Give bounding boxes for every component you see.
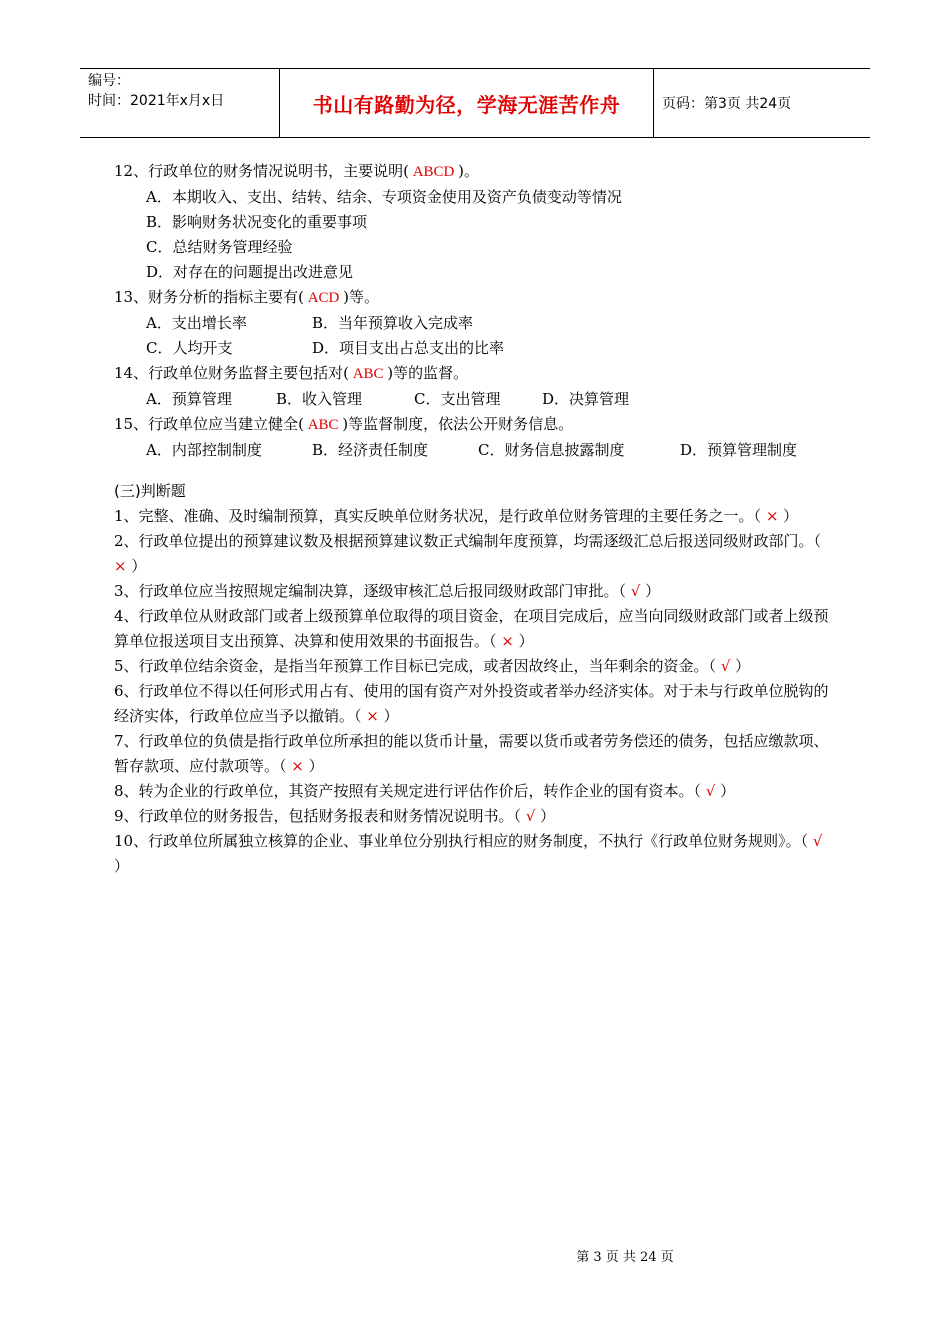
judgment-mark: × bbox=[114, 557, 127, 575]
option-row bbox=[114, 336, 838, 361]
judgment-mark: × bbox=[765, 507, 779, 525]
judgment-end: ） bbox=[778, 507, 799, 525]
judgment-end: ） bbox=[730, 657, 751, 675]
answer-text: ABCD bbox=[408, 164, 459, 180]
stem-text: )。 bbox=[458, 162, 479, 180]
stem-text: 13、财务分析的指标主要有( bbox=[114, 288, 304, 306]
question-stem bbox=[114, 412, 838, 438]
judgment-text: 9、行政单位的财务报告，包括财务报表和财务情况说明书。（ bbox=[114, 807, 526, 825]
judgment-text: 6、行政单位不得以任何形式用占有、使用的国有资产对外投资或者举办经济实体。对于未与行政单位脱钩的经济实体，行政单位应当予以撤销。（ bbox=[114, 682, 829, 725]
judgment-item bbox=[114, 654, 838, 679]
page-info: 页码：第3页 共24页 bbox=[662, 96, 792, 112]
judgment-mark: × bbox=[366, 707, 379, 725]
option-item: A．预算管理 bbox=[146, 390, 232, 408]
judgment-end: ） bbox=[640, 582, 661, 600]
judgment-mark: √ bbox=[812, 832, 823, 850]
judgment-item bbox=[114, 529, 838, 579]
judgment-end: ） bbox=[715, 782, 736, 800]
page-footer: 第 3 页 共 24 页 bbox=[576, 1250, 674, 1265]
judgment-questions bbox=[114, 504, 838, 879]
option-item: D．决算管理 bbox=[542, 390, 630, 408]
option-item: B．影响财务状况变化的重要事项 bbox=[146, 213, 368, 231]
judgment-end: ） bbox=[126, 557, 147, 575]
judgment-text: 10、行政单位所属独立核算的企业、事业单位分别执行相应的财务制度，不执行《行政单位财务规则》。（ bbox=[114, 832, 813, 850]
document-body bbox=[114, 159, 838, 879]
judgment-item bbox=[114, 829, 838, 879]
judgment-item bbox=[114, 804, 838, 829]
judgment-item bbox=[114, 779, 838, 804]
judgment-item bbox=[114, 504, 838, 529]
option-item: C．支出管理 bbox=[414, 390, 501, 408]
choice-questions bbox=[114, 159, 838, 463]
judgment-text: 2、行政单位提出的预算建议数及根据预算建议数正式编制年度预算，均需逐级汇总后报送同级财政部门。（ bbox=[114, 532, 822, 550]
option-item: A．本期收入、支出、结转、结余、专项资金使用及资产负债变动等情况 bbox=[146, 188, 622, 206]
judgment-item bbox=[114, 679, 838, 729]
page-header bbox=[80, 68, 870, 138]
judgment-end: ） bbox=[513, 632, 534, 650]
answer-text: ABC bbox=[348, 366, 388, 382]
question-stem bbox=[114, 159, 838, 185]
stem-text: )等。 bbox=[343, 288, 379, 306]
stem-text: )等监督制度，依法公开财务信息。 bbox=[342, 415, 574, 433]
option-row bbox=[114, 438, 838, 463]
judgment-mark: × bbox=[501, 632, 514, 650]
question-stem bbox=[114, 285, 838, 311]
judgment-end: ） bbox=[378, 707, 399, 725]
option-item: B．经济责任制度 bbox=[312, 441, 429, 459]
option-item: D．项目支出占总支出的比率 bbox=[312, 339, 505, 357]
option-item: B．收入管理 bbox=[276, 390, 363, 408]
option-row bbox=[114, 185, 838, 210]
judgment-end: ） bbox=[535, 807, 556, 825]
option-item: B．当年预算收入完成率 bbox=[312, 314, 474, 332]
judgment-mark: √ bbox=[525, 807, 536, 825]
judgment-text: 1、完整、准确、及时编制预算，真实反映单位财务状况，是行政单位财务管理的主要任务之一。（ bbox=[114, 507, 766, 525]
judgment-item bbox=[114, 579, 838, 604]
option-item: A．支出增长率 bbox=[146, 314, 247, 332]
option-row bbox=[114, 260, 838, 285]
time-label: 时间：2021年x月x日 bbox=[88, 93, 225, 109]
section-title: (三)判断题 bbox=[114, 482, 186, 500]
stem-text: 14、行政单位财务监督主要包括对( bbox=[114, 364, 349, 382]
option-item: C．财务信息披露制度 bbox=[478, 441, 625, 459]
option-item: C．人均开支 bbox=[146, 339, 233, 357]
answer-text: ABC bbox=[303, 417, 343, 433]
option-item: D．预算管理制度 bbox=[680, 441, 798, 459]
option-item: A．内部控制制度 bbox=[146, 441, 262, 459]
judgment-text: 4、行政单位从财政部门或者上级预算单位取得的项目资金，在项目完成后，应当向同级财政部门或者上级预算单位报送项目支出预算、决算和使用效果的书面报告。（ bbox=[114, 607, 829, 650]
judgment-mark: √ bbox=[720, 657, 731, 675]
judgment-item bbox=[114, 729, 838, 779]
judgment-text: 7、行政单位的负债是指行政单位所承担的能以货币计量，需要以货币或者劳务偿还的债务，包括应缴款项、暂存款项、应付款项等。（ bbox=[114, 732, 829, 775]
stem-text: )等的监督。 bbox=[387, 364, 469, 382]
judgment-text: 3、行政单位应当按照规定编制决算，逐级审核汇总后报同级财政部门审批。（ bbox=[114, 582, 631, 600]
judgment-text: 8、转为企业的行政单位，其资产按照有关规定进行评估作价后，转作企业的国有资本。（ bbox=[114, 782, 706, 800]
judgment-mark: √ bbox=[705, 782, 716, 800]
judgment-end: ） bbox=[303, 757, 324, 775]
stem-text: 12、行政单位的财务情况说明书，主要说明( bbox=[114, 162, 409, 180]
header-motto-cell bbox=[280, 69, 654, 137]
judgment-mark: √ bbox=[630, 582, 641, 600]
option-item: D．对存在的问题提出改进意见 bbox=[146, 263, 354, 281]
header-meta bbox=[80, 69, 280, 137]
stem-text: 15、行政单位应当建立健全( bbox=[114, 415, 304, 433]
option-row bbox=[114, 235, 838, 260]
judgment-end: ） bbox=[114, 857, 130, 875]
option-row bbox=[114, 387, 838, 412]
option-row bbox=[114, 311, 838, 336]
motto: 书山有路勤为径，学海无涯苦作舟 bbox=[312, 92, 621, 117]
judgment-mark: × bbox=[291, 757, 304, 775]
number-label: 编号： bbox=[88, 73, 130, 89]
judgment-item bbox=[114, 604, 838, 654]
question-stem bbox=[114, 361, 838, 387]
option-row bbox=[114, 210, 838, 235]
judgment-text: 5、行政单位结余资金，是指当年预算工作目标已完成，或者因故终止，当年剩余的资金。（ bbox=[114, 657, 721, 675]
answer-text: ACD bbox=[303, 290, 344, 306]
option-item: C．总结财务管理经验 bbox=[146, 238, 293, 256]
